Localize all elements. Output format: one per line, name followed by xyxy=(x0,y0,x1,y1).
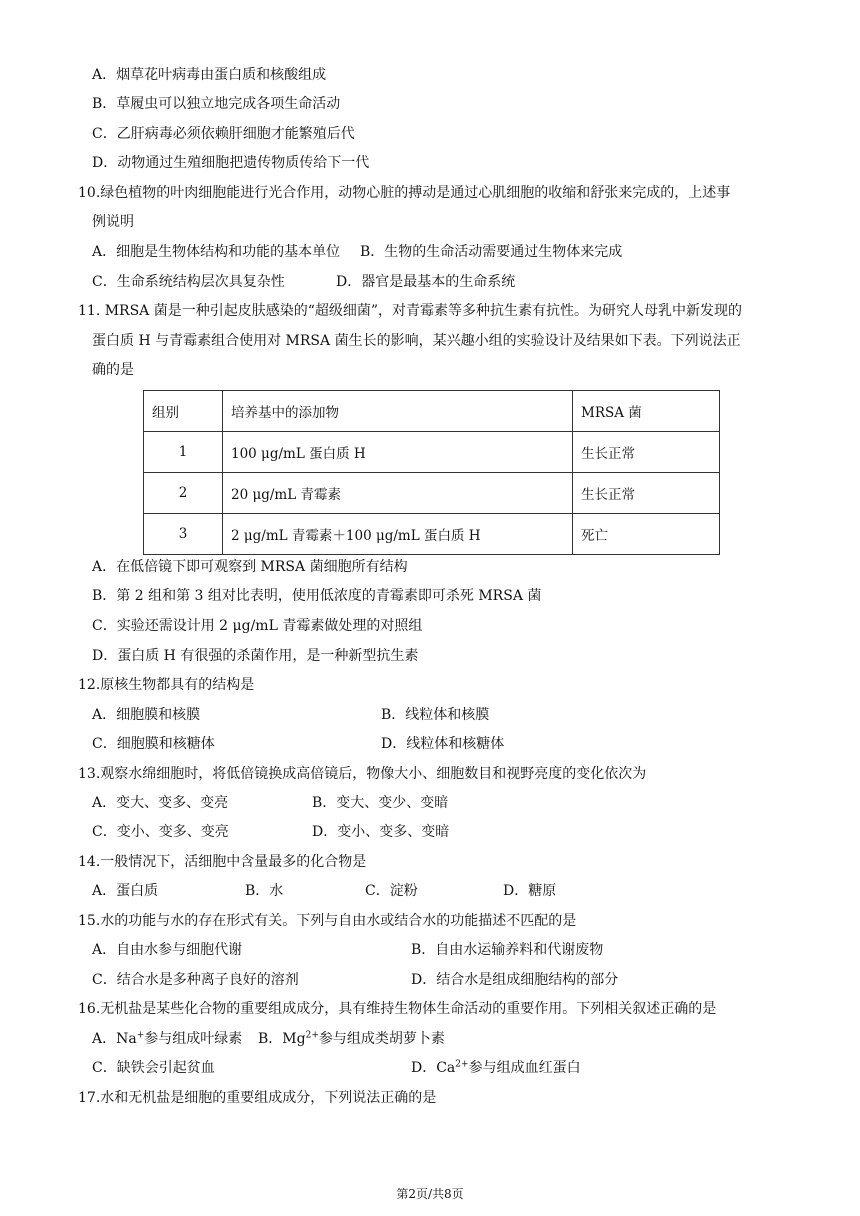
table-header-cell: 组别 xyxy=(144,391,223,432)
q13-option-b: B．变大、变少、变暗 xyxy=(312,795,449,811)
page-number: 第2页/共8页 xyxy=(396,1187,464,1201)
q15-option-c: C．结合水是多种离子良好的溶剂 xyxy=(92,972,299,988)
table-cell: 2 μg/mL 青霉素＋100 μg/mL 蛋白质 H xyxy=(223,514,573,555)
table-cell: 1 xyxy=(144,432,223,473)
q15-stem: 15.水的功能与水的存在形式有关。下列与自由水或结合水的功能描述不匹配的是 xyxy=(78,913,577,929)
q14-option-c: C．淀粉 xyxy=(365,883,418,899)
q16-option-a xyxy=(92,1029,242,1049)
q10-option-d: D．器官是最基本的生命系统 xyxy=(336,274,516,290)
q10-stem-line1: 10.绿色植物的叶肉细胞能进行光合作用，动物心脏的搏动是通过心肌细胞的收缩和舒张来完成的，上述事 xyxy=(78,185,731,201)
q17-stem: 17.水和无机盐是细胞的重要组成成分，下列说法正确的是 xyxy=(78,1090,437,1106)
q9-option-a: A．烟草花叶病毒由蛋白质和核酸组成 xyxy=(92,67,327,83)
q12-option-d: D．线粒体和核糖体 xyxy=(381,736,505,752)
q15-option-a: A．自由水参与细胞代谢 xyxy=(92,942,243,958)
q10-stem-line2: 例说明 xyxy=(92,214,134,230)
table-cell: 生长正常 xyxy=(573,473,720,514)
q12-option-c: C．细胞膜和核糖体 xyxy=(92,736,215,752)
q15-option-d: D．结合水是组成细胞结构的部分 xyxy=(411,972,619,988)
table-cell: 生长正常 xyxy=(573,432,720,473)
q13-option-a: A．变大、变多、变亮 xyxy=(92,795,229,811)
q16-option-d-prefix: D．Ca xyxy=(411,1060,456,1076)
q16-option-d-text: 参与组成血红蛋白 xyxy=(468,1060,581,1076)
q12-option-a: A．细胞膜和核膜 xyxy=(92,707,201,723)
q16-stem: 16.无机盐是某些化合物的重要组成成分，具有维持生物体生命活动的重要作用。下列相关叙述正确的是 xyxy=(78,1001,717,1017)
q14-option-b: B．水 xyxy=(245,883,284,899)
table-cell: 3 xyxy=(144,514,223,555)
q11-option-b: B．第 2 组和第 3 组对比表明，使用低浓度的青霉素即可杀死 MRSA 菌 xyxy=(92,588,542,604)
q12-option-b: B．线粒体和核膜 xyxy=(381,707,490,723)
q16-option-d xyxy=(411,1058,581,1078)
ion-charge: 2+ xyxy=(455,1059,469,1070)
q13-stem: 13.观察水绵细胞时，将低倍镜换成高倍镜后，物像大小、细胞数目和视野亮度的变化依次为 xyxy=(78,766,647,782)
q9-option-b: B．草履虫可以独立地完成各项生命活动 xyxy=(92,96,341,112)
q11-stem-line1: 11. MRSA 菌是一种引起皮肤感染的“超级细菌”，对青霉素等多种抗生素有抗性。为研究人母乳中新发现的 xyxy=(78,303,743,319)
q16-option-b xyxy=(258,1029,445,1049)
q10-option-a: A．细胞是生物体结构和功能的基本单位 xyxy=(92,244,341,260)
table-header-row xyxy=(144,391,720,432)
q13-option-d: D．变小、变多、变暗 xyxy=(312,824,450,840)
q11-stem-line2: 蛋白质 H 与青霉素组合使用对 MRSA 菌生长的影响，某兴趣小组的实验设计及结果如下表。下列说法正 xyxy=(92,333,741,349)
table-row xyxy=(144,514,720,555)
q13-option-c: C．变小、变多、变亮 xyxy=(92,824,229,840)
table-cell: 死亡 xyxy=(573,514,720,555)
q14-stem: 14.一般情况下，活细胞中含量最多的化合物是 xyxy=(78,854,367,870)
q10-option-b: B．生物的生命活动需要通过生物体来完成 xyxy=(360,244,623,260)
table-header-cell: 培养基中的添加物 xyxy=(223,391,573,432)
ion-charge: + xyxy=(136,1030,145,1041)
q15-option-b: B．自由水运输养料和代谢废物 xyxy=(411,942,604,958)
q11-option-c: C．实验还需设计用 2 μg/mL 青霉素做处理的对照组 xyxy=(92,618,423,634)
table-row xyxy=(144,473,720,514)
q9-option-d: D．动物通过生殖细胞把遗传物质传给下一代 xyxy=(92,155,370,171)
table-cell: 2 xyxy=(144,473,223,514)
table-cell: 20 μg/mL 青霉素 xyxy=(223,473,573,514)
q11-stem-line3: 确的是 xyxy=(92,362,134,378)
q14-option-d: D．糖原 xyxy=(503,883,557,899)
q16-option-b-text: 参与组成类胡萝卜素 xyxy=(318,1031,445,1047)
q16-option-a-text: 参与组成叶绿素 xyxy=(144,1031,243,1047)
q14-option-a: A．蛋白质 xyxy=(92,883,159,899)
experiment-table xyxy=(143,390,720,555)
q10-option-c: C．生命系统结构层次具复杂性 xyxy=(92,274,285,290)
q11-option-d: D．蛋白质 H 有很强的杀菌作用，是一种新型抗生素 xyxy=(92,648,419,664)
q9-option-c: C．乙肝病毒必须依赖肝细胞才能繁殖后代 xyxy=(92,126,355,142)
q16-option-c: C．缺铁会引起贫血 xyxy=(92,1060,215,1076)
q16-option-a-prefix: A．Na xyxy=(92,1031,137,1047)
table-cell: 100 μg/mL 蛋白质 H xyxy=(223,432,573,473)
q11-option-a: A．在低倍镜下即可观察到 MRSA 菌细胞所有结构 xyxy=(92,559,408,575)
ion-charge: 2+ xyxy=(305,1030,319,1041)
table-row xyxy=(144,432,720,473)
table-header-cell: MRSA 菌 xyxy=(573,391,720,432)
q12-stem: 12.原核生物都具有的结构是 xyxy=(78,677,255,693)
q16-option-b-prefix: B．Mg xyxy=(258,1031,306,1047)
